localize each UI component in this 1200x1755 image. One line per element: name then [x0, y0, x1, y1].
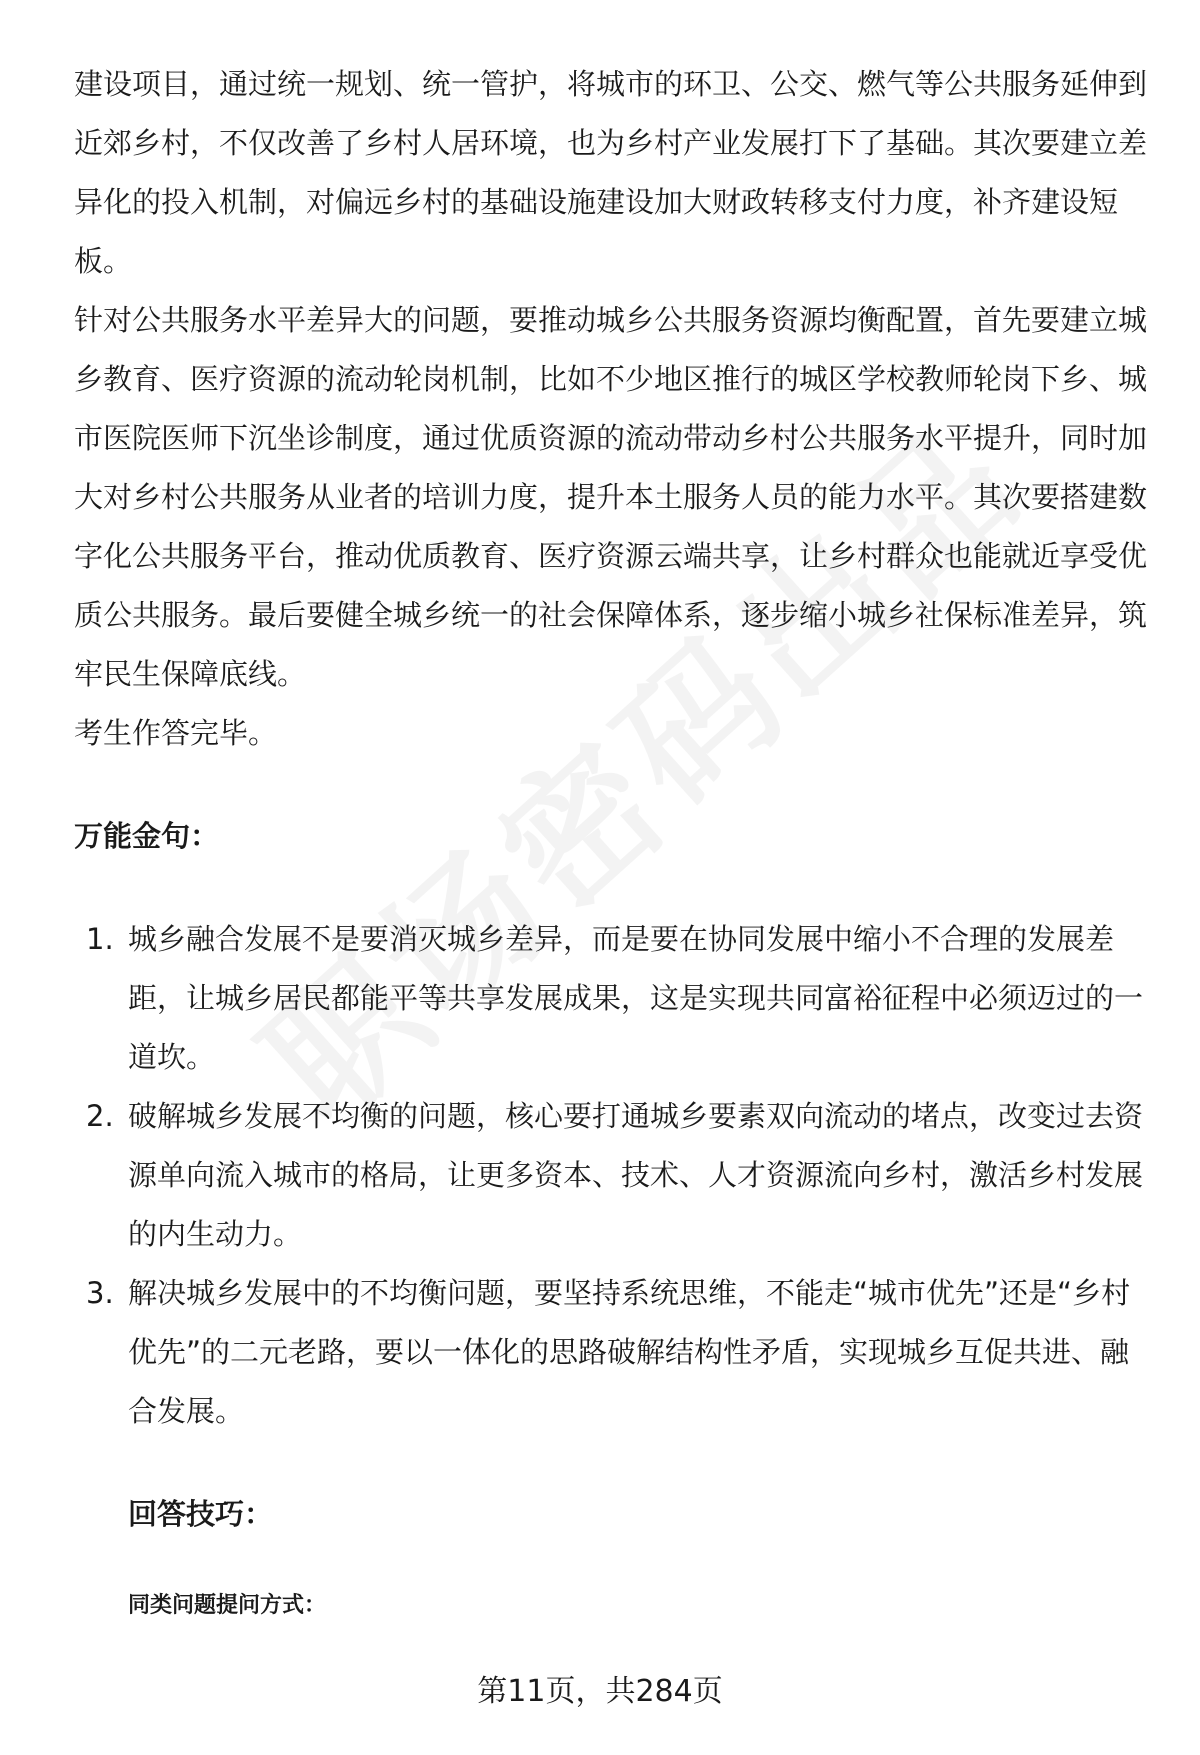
- golden-sentences-list: [74, 910, 1149, 1441]
- similar-questions-heading: 同类问题提问方式：: [128, 1593, 327, 1618]
- answer-tips-heading: 回答技巧：: [128, 1497, 274, 1531]
- paragraph-public-services: 针对公共服务水平差异大的问题，要推动城乡公共服务资源均衡配置，首先要建立城乡教育、医疗资源的流动轮岗机制，比如不少地区推行的城区学校教师轮岗下乡、城市医院医师下沉坐诊制度，通过优质资源的流动带动乡村公共服务水平提升，同时加大对乡村公共服务从业者的培训力度，提升本土服务人员的能力水平。其次要搭建数字化公共服务平台，推动优质教育、医疗资源云端共享，让乡村群众也能就近享受优质公共服务。最后要健全城乡统一的社会保障体系，逐步缩小城乡社保标准差异，筑牢民生保障底线。: [74, 303, 1148, 691]
- list-item-text: 破解城乡发展不均衡的问题，核心要打通城乡要素双向流动的堵点，改变过去资源单向流入城市的格局，让更多资本、技术、人才资源流向乡村，激活乡村发展的内生动力。: [128, 1099, 1144, 1251]
- list-item-text: 解决城乡发展中的不均衡问题，要坚持系统思维，不能走“城市优先”还是“乡村优先”的二元老路，要以一体化的思路破解结构性矛盾，实现城乡互促共进、融合发展。: [128, 1276, 1131, 1428]
- paragraph-closing: 考生作答完毕。: [74, 716, 278, 750]
- list-item: [74, 910, 1149, 1087]
- page-number-footer: 第11页，共284页: [477, 1674, 723, 1709]
- golden-sentences-heading: 万能金句：: [74, 819, 220, 853]
- list-item: [74, 1264, 1149, 1441]
- list-item-number: 3.: [86, 1276, 114, 1310]
- list-item-number: 1.: [86, 922, 114, 956]
- document-body: [74, 55, 1149, 1648]
- list-item-number: 2.: [86, 1099, 114, 1133]
- list-item: [74, 1087, 1149, 1264]
- paragraph-infrastructure: 建设项目，通过统一规划、统一管护，将城市的环卫、公交、燃气等公共服务延伸到近郊乡村，不仅改善了乡村人居环境，也为乡村产业发展打下了基础。其次要建立差异化的投入机制，对偏远乡村的基础设施建设加大财政转移支付力度，补齐建设短板。: [74, 67, 1148, 278]
- list-item-text: 城乡融合发展不是要消灭城乡差异，而是要在协同发展中缩小不合理的发展差距，让城乡居民都能平等共享发展成果，这是实现共同富裕征程中必须迈过的一道坎。: [128, 922, 1144, 1074]
